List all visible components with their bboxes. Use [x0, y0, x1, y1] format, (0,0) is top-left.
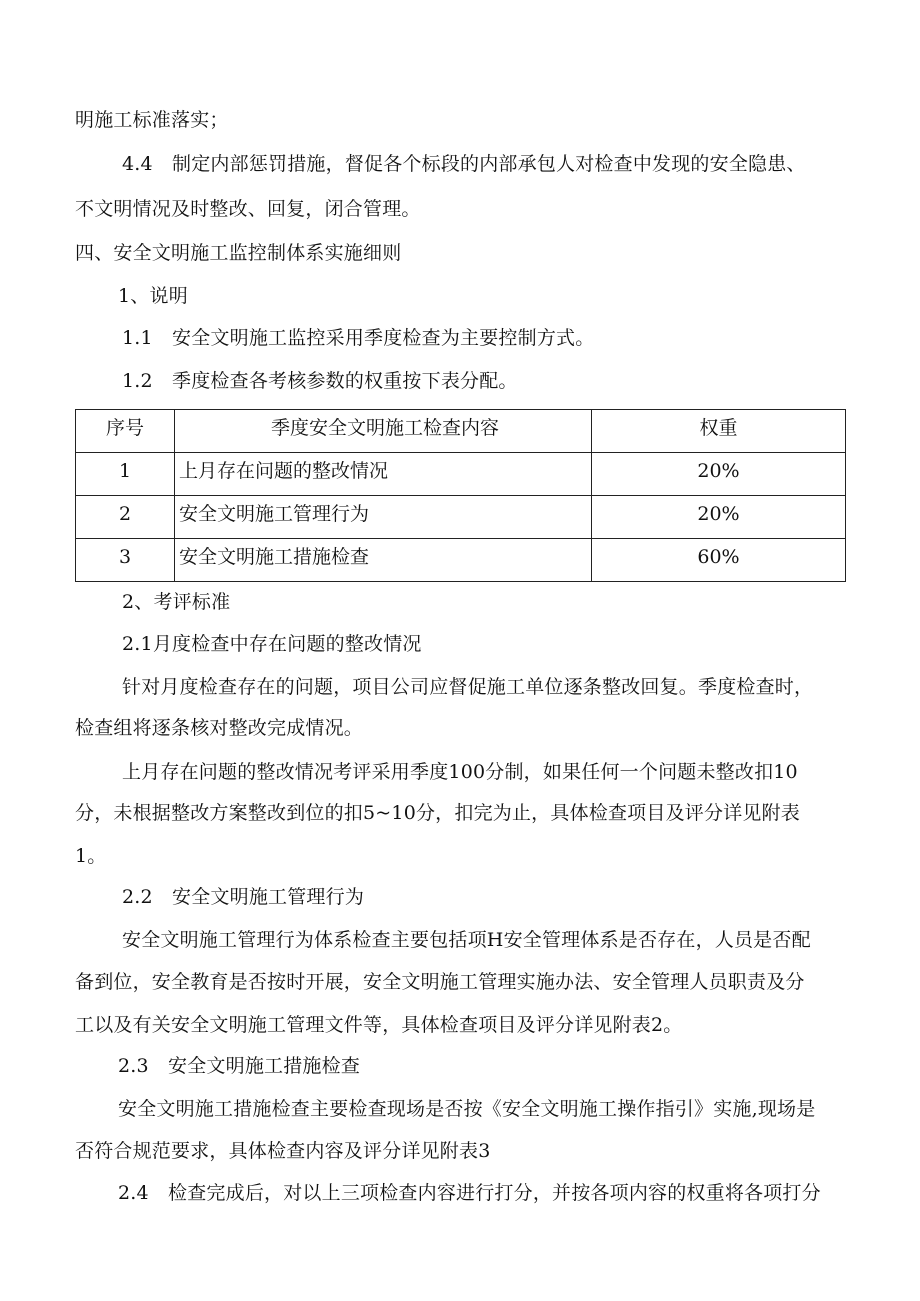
cell-weight: 20%: [592, 496, 846, 539]
paragraph-line: 1.2 季度检查各考核参数的权重按下表分配。: [122, 370, 518, 392]
paragraph-line: 针对月度检查存在的问题，项目公司应督促施工单位逐条整改回复。季度检查时，: [122, 676, 814, 698]
cell-item: 上月存在问题的整改情况: [175, 453, 592, 496]
paragraph-line: 工以及有关安全文明施工管理文件等，具体检查项目及评分详见附表2。: [75, 1014, 683, 1036]
paragraph-line: 4.4 制定内部惩罚措施，督促各个标段的内部承包人对检查中发现的安全隐患、: [122, 153, 806, 175]
section-heading: 四、安全文明施工监控制体系实施细则: [75, 242, 402, 264]
paragraph-line: 备到位，安全教育是否按时开展，安全文明施工管理实施办法、安全管理人员职责及分: [75, 971, 805, 993]
paragraph-line: 安全文明施工管理行为体系检查主要包括项H安全管理体系是否存在，人员是否配: [122, 929, 811, 951]
paragraph-line: 分，未根据整改方案整改到位的扣5~10分，扣完为止，具体检查项目及评分详见附表: [75, 802, 800, 824]
header-seq: 序号: [76, 410, 175, 453]
subsection-heading: 1、说明: [118, 285, 188, 307]
paragraph-line: 明施工标准落实；: [75, 109, 229, 131]
cell-weight: 60%: [592, 539, 846, 582]
subsection-heading: 2.3 安全文明施工措施检查: [118, 1055, 361, 1077]
table-header-row: [76, 410, 846, 453]
cell-seq: 1: [76, 453, 175, 496]
subsection-heading: 2.2 安全文明施工管理行为: [122, 886, 365, 908]
cell-seq: 3: [76, 539, 175, 582]
table-row: [76, 539, 846, 582]
paragraph-line: 1。: [75, 845, 107, 867]
header-item: 季度安全文明施工检查内容: [175, 410, 592, 453]
paragraph-line: 不文明情况及时整改、回复，闭合管理。: [75, 198, 421, 220]
table-row: [76, 496, 846, 539]
cell-item: 安全文明施工管理行为: [175, 496, 592, 539]
paragraph-line: 检查组将逐条核对整改完成情况。: [75, 717, 364, 739]
weight-table: [75, 409, 846, 582]
cell-item: 安全文明施工措施检查: [175, 539, 592, 582]
paragraph-line: 上月存在问题的整改情况考评采用季度100分制，如果任何一个问题未整改扣10: [122, 761, 798, 783]
paragraph-line: 2.4 检查完成后，对以上三项检查内容进行打分，并按各项内容的权重将各项打分: [118, 1182, 821, 1204]
cell-seq: 2: [76, 496, 175, 539]
paragraph-line: 1.1 安全文明施工监控采用季度检查为主要控制方式。: [122, 327, 595, 349]
cell-weight: 20%: [592, 453, 846, 496]
table-row: [76, 453, 846, 496]
subsection-heading: 2、考评标准: [122, 591, 231, 613]
header-weight: 权重: [592, 410, 846, 453]
paragraph-line: 否符合规范要求，具体检查内容及评分详见附表3: [75, 1140, 491, 1162]
paragraph-line: 安全文明施工措施检查主要检查现场是否按《安全文明施工操作指引》实施,现场是: [118, 1098, 816, 1120]
paragraph-line: 2.1月度检查中存在问题的整改情况: [122, 633, 422, 655]
